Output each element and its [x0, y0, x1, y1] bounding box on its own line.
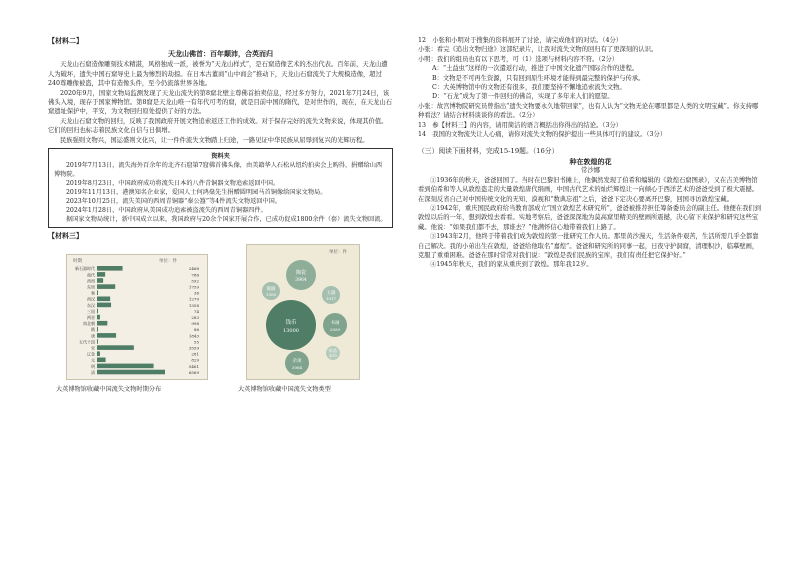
bar-value-label: 1843: [188, 333, 199, 339]
bar-value-label: 3559: [188, 345, 199, 351]
bar-category-label: 西周: [87, 278, 95, 284]
bar: [97, 339, 98, 344]
bar-value-label: 1759: [188, 284, 199, 290]
bar-category-label: 西汉: [87, 296, 95, 302]
question-14: 14 我国的文物流失让人心痛，请你对流失文物的保护提出一些具体可行的建议。（3分）: [418, 131, 667, 139]
bar: [97, 370, 165, 375]
bar-value-label: 2468: [188, 266, 199, 272]
bar-value-label: 786: [191, 272, 199, 278]
section-3-heading: （三）阅读下面材料，完成15-19题。（16分）: [418, 147, 559, 156]
story-para-2: ②1942年，重庆国民政府给当教育部成立“国立敦煌艺术研究所”，爸爸被推荐担任筹备委员会的副主任。他便在我们到敦煌以后的一年，想到敦煌去看看。实地考察后，爸爸深深地为莫高窟里精美的壁画所震撼，决心留下来保护和研究这些宝藏。他说：“如果我们都不去，那谁去？”他满怀信心地带着我们上路了。: [418, 204, 762, 231]
story-para-1: ①1936年的秋天，爸爸回国了。当时在巴黎旧书摊上，他偶然发现了伯希和编辑的《敦煌石窟图录》，又在吉美博物馆看到伯希和等人从敦煌盗走的大量敦煌唐代绢画，中国古代艺术的灿烂辉煌让一向倾心于西洋艺术的爸爸受到了极大震撼。在深刻反省自己对中国传统文化的无知、漠视和“数典忘祖”之后，爸爸下定决心要离开巴黎，回国寻访敦煌宝藏。: [418, 176, 759, 203]
bubble-chart-svg: [247, 245, 359, 379]
story-author: 常沙娜: [581, 167, 600, 175]
bar: [97, 284, 115, 289]
bar-header-left: 时期: [73, 259, 82, 265]
bar: [97, 351, 100, 356]
bar-category-label: 隋: [91, 327, 95, 333]
left-column: [48, 36, 393, 394]
bubble-value: 1017: [325, 296, 337, 302]
bar-chart-svg: [67, 255, 207, 379]
bar-category-label: 新石器时代: [75, 266, 95, 272]
bubble-value: 13000: [283, 328, 299, 335]
bar-category-label: 东汉: [87, 302, 95, 308]
story-title: 种在敦煌的花: [569, 156, 612, 166]
question-12-option: A：“土益虫”这样的一次遣返行动，推进了中国文化遗产国际合作的进程。: [432, 65, 639, 73]
bubble-value: 2059: [329, 327, 341, 333]
bubble-label: 织品: [329, 348, 337, 354]
question-12-dialog-a: 小张：看完《追出文物归途》这部纪录片，让我对流失文物的回归有了更深刻的认识。: [418, 46, 658, 54]
bar: [97, 303, 111, 308]
material3-tag: 【材料三】: [48, 231, 83, 241]
bar-value-label: 6569: [188, 369, 199, 375]
bar-category-label: 五代十国: [79, 339, 95, 345]
article-para-1: 天龙山石窟造像雕刻技术精湛，风格独成一派，被誉为“天龙山样式”，是石窟造像艺术的杰出代表。百年前，天龙山遭人为破坏，遗失中国石窟导史上最为惨烈的劫掠。在日本古董商“山中商会”推动下，天龙山石窟流失了大规模造像，超过240尊雕像被盗，其中有造像头件，至今仍流落世界各地。: [48, 61, 388, 88]
bubble-value: 3964: [295, 278, 307, 284]
bar-category-label: 宋: [91, 345, 95, 351]
bar-value-label: 1358: [188, 302, 199, 308]
bar-value-label: 998: [191, 321, 199, 327]
bar: [97, 309, 98, 314]
article-para-4: 民族强则文物兴，国运盛则文化兴，让一件件流失文物踏上归途，一路见证中华民族从屈辱到复兴的光辉历程。: [60, 136, 369, 144]
info-box-line: 据国家文物局统计，新中国成立以来，我国政府与20余个国家开展合作，已成功促成1800余件（套）流失文物回流。: [66, 216, 387, 224]
bar-value-label: 1270: [188, 296, 199, 302]
bar: [97, 327, 98, 332]
bar: [97, 364, 154, 369]
question-12-option: B：文物是不可再生资源，只有回到原生环境才能得到最完整的保护与传承。: [432, 74, 645, 82]
question-12-dialog-b: 小明：我们的组员也有以下思考，可（1）选项与材料内容不符。（2分）: [418, 55, 619, 63]
bar-category-label: 东周: [87, 284, 95, 290]
bar-value-label: 86: [193, 327, 199, 333]
bar: [97, 297, 110, 302]
bubble-label: 钱币: [285, 320, 297, 327]
period-bar-chart: [66, 254, 208, 380]
bar: [97, 315, 100, 320]
question-12-option: C：大英博物馆中的文物还有很多，我们要坚持不懈地追索流失文物。: [432, 84, 626, 92]
info-box-line: 2023年10月25日，流失美国的西周青铜器“秦公簋”等4件流失文物返回中国。: [66, 198, 282, 206]
bar-chart-caption: 大英博物馆收藏中国流失文物时期分布: [56, 386, 162, 394]
bar-category-label: 元: [91, 357, 95, 363]
story-para-4: ④1945年秋天，我们的家从重庆到了敦煌。那年我12岁。: [430, 261, 593, 269]
bubble-label: 书画: [330, 321, 340, 327]
story-para-3: ③1943年2月，他终于带着我们成为敦煌的第一批研究工作人员。那里黄沙漫天，生活条件艰苦，生活所需几乎全都靠自己解决。我的小弟出生在敦煌，爸爸给他取名“嘉煌”。爸爸和研究所的同事一起，日夜守护洞窟，清理积沙，临摹壁画，克服了重重困难。爸爸在那时常常对我们说：“敦煌是我们民族的宝库，我们有责任把它保护好。”: [418, 233, 759, 259]
bar-category-label: 两晋: [87, 315, 95, 321]
article-title: 天龙山佛首：百年颠沛，合英而归: [168, 49, 273, 58]
article-para-2: 2020年9月，国家文物局监测发现了天龙山流失的第8窟北壁主尊佛首拍卖信息，经过多方努力，2021年7月24日，该佛头入境，现存于国家博物馆。第8窟是天龙山唯一有年代可考的窟，就是目前中国的隋代，是对世作的，现在，在天龙山石窟遗址保护中，平安，为文物回归原处提供了好的方法。: [48, 89, 393, 116]
charts-area: [48, 244, 393, 394]
type-bubble-chart: [246, 244, 360, 380]
info-box-line: 2019年8月23日，中国政府成功将流失日本的八件青铜器文物追索返回中国。: [66, 180, 280, 188]
article-para-3: 天龙山石窟文物的回归，反映了我国政府开展文物追索返还工作的成效。对于保存完好的流失文物来说，体现其价值。它们的回归也标志着民族文化自信与日俱增。: [48, 117, 388, 135]
bar-category-label: 南北朝: [83, 321, 95, 327]
bar-category-label: 辽金: [87, 351, 95, 357]
info-box-line: 2019年11月13日，港澳知名企业家，爱国人士何鸿燊先生捐赠圆明园马首铜像给国家文物局。: [66, 189, 327, 197]
bar-category-label: 秦: [91, 290, 95, 296]
bubble-chart-caption: 大英博物馆收藏中国流失文物类型: [238, 386, 331, 394]
bubble-value: 3064: [291, 365, 303, 371]
question-13: 13 参【材料三】的内容，请用简洁的语言概括出你得出的结论。（3分）: [418, 121, 623, 129]
bar-category-label: 三国: [87, 308, 95, 314]
right-column: [418, 36, 763, 270]
bubble-label: 铜器: [266, 287, 276, 293]
bar: [97, 321, 107, 326]
info-box-title: 资料夹: [211, 153, 230, 161]
bar: [97, 266, 123, 271]
bar: [97, 278, 103, 283]
bar: [97, 333, 116, 338]
question-12: 12 小张和小明对于搜集的资料展开了讨论，请完成他们的对话。（4分）: [418, 37, 623, 44]
info-box-line: 2019年7月13日，流失海外百余年的北齐石窟第7窟佛首佛头像，由美籍华人石松从纽约拍卖会上购得，捐赠给山西博物院。: [54, 162, 383, 179]
bubble-value: 470: [329, 353, 337, 359]
info-box: [48, 148, 393, 228]
bar: [97, 345, 134, 350]
bar-category-label: 明: [91, 363, 95, 369]
bar-value-label: 74: [193, 308, 199, 314]
bar-value-label: 36: [193, 290, 199, 296]
bar-value-label: 283: [191, 315, 199, 321]
bar: [97, 290, 98, 295]
bar-value-label: 829: [191, 357, 199, 363]
bar: [97, 358, 106, 363]
bubble-label: 杂项: [292, 359, 302, 365]
bar-value-label: 5461: [188, 363, 199, 369]
bar-value-label: 281: [191, 351, 199, 357]
bubble-label: 玉器: [326, 291, 336, 297]
bubble-value: 1300: [265, 292, 277, 298]
bar-header-right: 单位：件: [159, 259, 177, 265]
bar-category-label: 唐: [91, 333, 95, 339]
info-box-line: 2024年1月28日，中国政府从美国成功追索被盗流失的西周青铜器四件。: [66, 207, 267, 215]
bar: [97, 272, 105, 277]
question-12-option: D：“石龙”成为了第一件回归的佛首，实现了多年来人们的愿望。: [432, 93, 614, 101]
bubble-header: 单位：件: [329, 250, 347, 256]
bar-category-label: 清: [91, 369, 95, 375]
bar-value-label: 592: [191, 278, 199, 284]
bar-category-label: 商代: [87, 272, 95, 278]
bar-value-label: 55: [193, 339, 199, 345]
material2-tag: 【材料二】: [48, 36, 83, 45]
question-12-dialog-c: 小张：故宫博物院研究员曾指出“遗失文物要永久地带回家”，也有人认为“文物无论在哪里都是人类的文明宝藏”。你支持哪种看法？请结合材料谈谈你的看法。（2分）: [418, 102, 759, 120]
bubble-label: 陶瓷: [295, 270, 307, 277]
